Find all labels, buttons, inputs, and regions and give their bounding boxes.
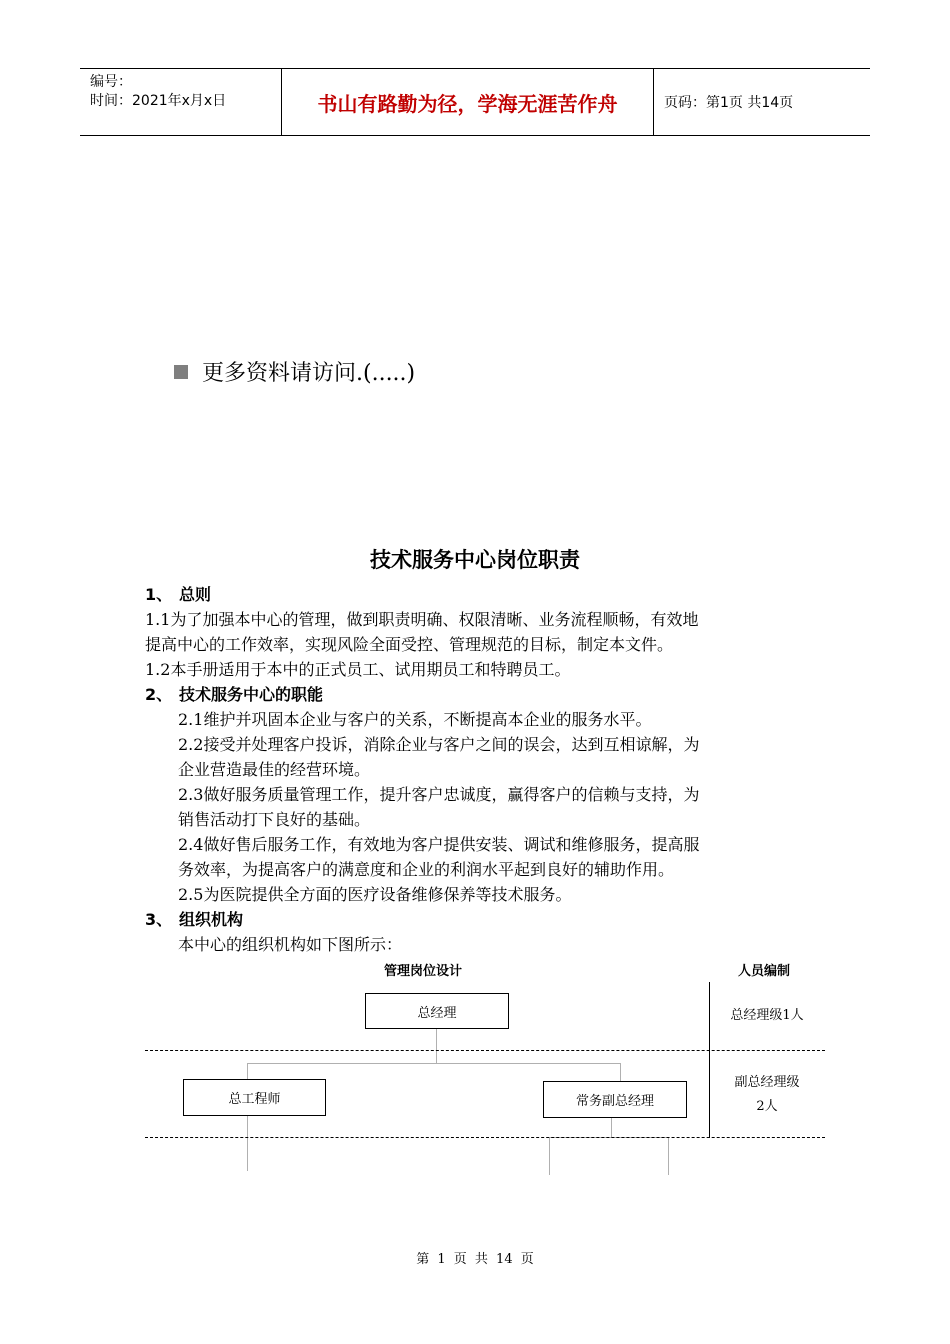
square-bullet-icon xyxy=(174,365,188,379)
chart-column-divider xyxy=(709,982,710,1138)
staff-vgm: 副总经理级 2人 xyxy=(734,1075,800,1114)
paragraph: 2.1维护并巩固本企业与客户的关系，不断提高本企业的服务水平。 xyxy=(178,710,652,729)
section-heading-1: 1、 总则 xyxy=(145,585,212,604)
paragraph: 本中心的组织机构如下图所示： xyxy=(178,935,403,954)
paragraph: 企业营造最佳的经营环境。 xyxy=(178,760,371,779)
connector-line xyxy=(668,1137,669,1175)
paragraph: 提高中心的工作效率，实现风险全面受控、管理规范的目标，制定本文件。 xyxy=(145,635,674,654)
header-motto: 书山有路勤为径，学海无涯苦作舟 xyxy=(282,69,654,135)
more-info-line xyxy=(174,356,415,387)
connector-line xyxy=(247,1115,248,1171)
document-body xyxy=(145,582,815,957)
header-meta xyxy=(80,69,282,135)
chart-col-staff: 人员编制 xyxy=(738,964,791,979)
section-heading-2: 2、 技术服务中心的职能 xyxy=(145,685,324,704)
paragraph: 2.4做好售后服务工作，有效地为客户提供安装、调试和维修服务，提高服 xyxy=(178,835,700,854)
connector-line xyxy=(247,1063,620,1064)
level-divider xyxy=(145,1050,825,1051)
section-heading-3: 3、 组织机构 xyxy=(145,910,244,929)
staff-gm: 总经理级1人 xyxy=(730,1008,804,1023)
org-box-general-manager: 总经理 xyxy=(365,993,509,1029)
connector-line xyxy=(247,1063,248,1079)
paragraph: 2.5为医院提供全方面的医疗设备维修保养等技术服务。 xyxy=(178,885,572,904)
connector-line xyxy=(436,1029,437,1063)
more-info-text: 更多资料请访问.(.....) xyxy=(202,361,416,386)
paragraph: 2.3做好服务质量管理工作，提升客户忠诚度，赢得客户的信赖与支持，为 xyxy=(178,785,700,804)
paragraph: 销售活动打下良好的基础。 xyxy=(178,810,371,829)
chart-col-design: 管理岗位设计 xyxy=(384,964,463,979)
connector-line xyxy=(620,1063,621,1081)
level-divider xyxy=(145,1137,825,1138)
org-box-chief-engineer: 总工程师 xyxy=(183,1079,326,1116)
time-label: 时间：2021年x月x日 xyxy=(90,93,227,109)
document-title: 技术服务中心岗位职责 xyxy=(370,548,580,572)
header-page-info: 页码：第1页 共14页 xyxy=(664,95,794,111)
serial-label: 编号： xyxy=(90,74,132,90)
paragraph: 2.2接受并处理客户投诉，消除企业与客户之间的误会，达到互相谅解，为 xyxy=(178,735,700,754)
document-header xyxy=(80,68,870,136)
paragraph: 1.1为了加强本中心的管理，做到职责明确、权限清晰、业务流程顺畅，有效地 xyxy=(145,610,699,629)
connector-line xyxy=(549,1137,550,1175)
page-footer: 第 1 页 共 14 页 xyxy=(416,1252,534,1267)
paragraph: 务效率，为提高客户的满意度和企业的利润水平起到良好的辅助作用。 xyxy=(178,860,675,879)
connector-line xyxy=(611,1117,612,1137)
paragraph: 1.2本手册适用于本中的正式员工、试用期员工和特聘员工。 xyxy=(145,660,571,679)
org-box-executive-vice-gm: 常务副总经理 xyxy=(543,1081,687,1118)
